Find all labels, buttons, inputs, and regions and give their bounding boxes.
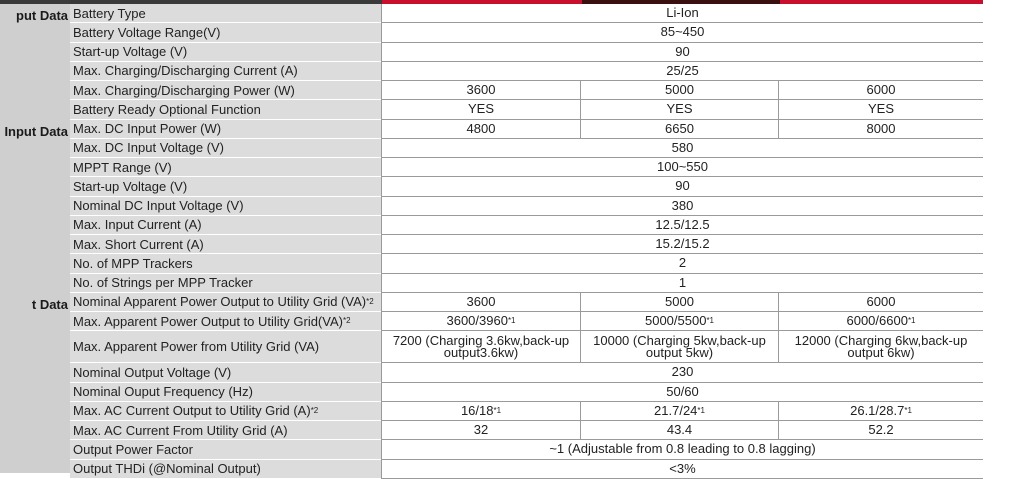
- value-cell: 100~550: [657, 159, 708, 175]
- row-label: Output Power Factor: [70, 440, 381, 459]
- table-row: [70, 100, 983, 119]
- row-label: Start-up Voltage (V): [70, 43, 381, 62]
- value-cell: ~1 (Adjustable from 0.8 leading to 0.8 lagging): [549, 441, 816, 457]
- row-label: Max. AC Current From Utility Grid (A): [70, 421, 381, 440]
- table-row: [70, 312, 983, 331]
- section-3: [0, 293, 70, 473]
- row-label: Max. DC Input Voltage (V): [70, 139, 381, 158]
- section-title: Input Data: [4, 124, 68, 139]
- table-row: [70, 460, 983, 479]
- value-cell: 50/60: [666, 383, 699, 399]
- table-row: [70, 177, 983, 196]
- value-cell: Li-Ion: [666, 5, 699, 21]
- row-label: Max. DC Input Power (W): [70, 120, 381, 139]
- row-label: MPPT Range (V): [70, 158, 381, 177]
- table-row: [70, 43, 983, 62]
- table-row: [70, 158, 983, 177]
- table-row: [70, 216, 983, 235]
- table-row: [70, 274, 983, 293]
- value-cell: YES: [580, 100, 778, 118]
- table-row: [70, 331, 983, 363]
- row-label: Battery Ready Optional Function: [70, 100, 381, 119]
- value-cell: 3600/3960 *1: [446, 313, 516, 329]
- table-row: [70, 120, 983, 139]
- value-cell: YES: [778, 100, 983, 118]
- value-cell: 2: [678, 255, 687, 271]
- value-cell: 90: [675, 178, 690, 194]
- row-label: Max. Charging/Discharging Power (W): [70, 81, 381, 100]
- value-cell: 3600: [466, 82, 496, 98]
- table-row: [70, 363, 983, 382]
- value-cell: 6000: [778, 81, 983, 99]
- table-row: [70, 440, 983, 459]
- row-label: Max. AC Current Output to Utility Grid (A) *2: [70, 402, 381, 421]
- value-cell: 85~450: [660, 24, 705, 40]
- table-row: [70, 235, 983, 254]
- row-label: Nominal Ouput Frequency (Hz): [70, 383, 381, 402]
- table-row: [70, 23, 983, 42]
- row-label: Battery Type: [70, 4, 381, 23]
- value-cell: 230: [671, 364, 694, 380]
- table-row: [70, 254, 983, 273]
- value-cell: 6000: [778, 293, 983, 311]
- value-cell: 90: [675, 43, 690, 59]
- table-row: [70, 383, 983, 402]
- row-label: Max. Apparent Power Output to Utility Grid(VA) *2: [70, 312, 381, 331]
- row-label: Start-up Voltage (V): [70, 177, 381, 196]
- row-label: Nominal Output Voltage (V): [70, 363, 381, 382]
- value-cell: 5000: [580, 81, 778, 99]
- table-row: [70, 421, 983, 440]
- value-cell: 6650: [580, 120, 778, 138]
- value-cell: 43.4: [580, 421, 778, 439]
- table-row: [70, 197, 983, 216]
- row-label: Max. Input Current (A): [70, 216, 381, 235]
- value-cell: 6000/6600 *1: [778, 312, 983, 330]
- value-cell: <3%: [669, 460, 696, 476]
- row-label: Battery Voltage Range(V): [70, 23, 381, 42]
- table-row: [70, 139, 983, 158]
- section-2: [0, 120, 70, 293]
- table-row: [70, 62, 983, 81]
- value-cell: 380: [671, 197, 694, 213]
- value-cell: 10000 (Charging 5kw,back-up output 5kw): [580, 331, 778, 362]
- table-row: [70, 4, 983, 23]
- table-row: [70, 402, 983, 421]
- section-title: t Data: [31, 297, 68, 312]
- value-cell: 5000: [580, 293, 778, 311]
- row-label: Nominal DC Input Voltage (V): [70, 197, 381, 216]
- value-cell: 15.2/15.2: [655, 236, 710, 252]
- value-cell: 16/18 *1: [460, 402, 502, 418]
- value-cell: 1: [678, 274, 687, 290]
- section-1: [0, 4, 70, 120]
- table-row: [70, 81, 983, 100]
- value-cell: 26.1/28.7 *1: [778, 402, 983, 420]
- value-cell: 5000/5500 *1: [580, 312, 778, 330]
- row-label: Output THDi (@Nominal Output): [70, 460, 381, 479]
- row-label: No. of MPP Trackers: [70, 254, 381, 273]
- value-cell: 21.7/24 *1: [580, 402, 778, 420]
- value-cell: 3600: [466, 293, 496, 309]
- row-label: Nominal Apparent Power Output to Utility Grid (VA) *2: [70, 293, 381, 312]
- value-cell: 12.5/12.5: [655, 216, 710, 232]
- value-cell: 12000 (Charging 6kw,back-up output 6kw): [778, 331, 983, 362]
- row-label: No. of Strings per MPP Tracker: [70, 274, 381, 293]
- value-cell: 8000: [778, 120, 983, 138]
- table-row: [70, 293, 983, 312]
- value-cell: YES: [467, 101, 494, 117]
- value-cell: 4800: [466, 120, 496, 136]
- row-label: Max. Apparent Power from Utility Grid (VA): [70, 331, 381, 363]
- section-title: put Data: [16, 8, 68, 23]
- row-label: Max. Short Current (A): [70, 235, 381, 254]
- value-cell: 32: [473, 422, 489, 438]
- value-cell: 580: [671, 139, 694, 155]
- value-cell: 25/25: [666, 62, 699, 78]
- value-cell: 7200 (Charging 3.6kw,back-up output3.6kw): [392, 332, 570, 360]
- row-label: Max. Charging/Discharging Current (A): [70, 62, 381, 81]
- value-cell: 52.2: [778, 421, 983, 439]
